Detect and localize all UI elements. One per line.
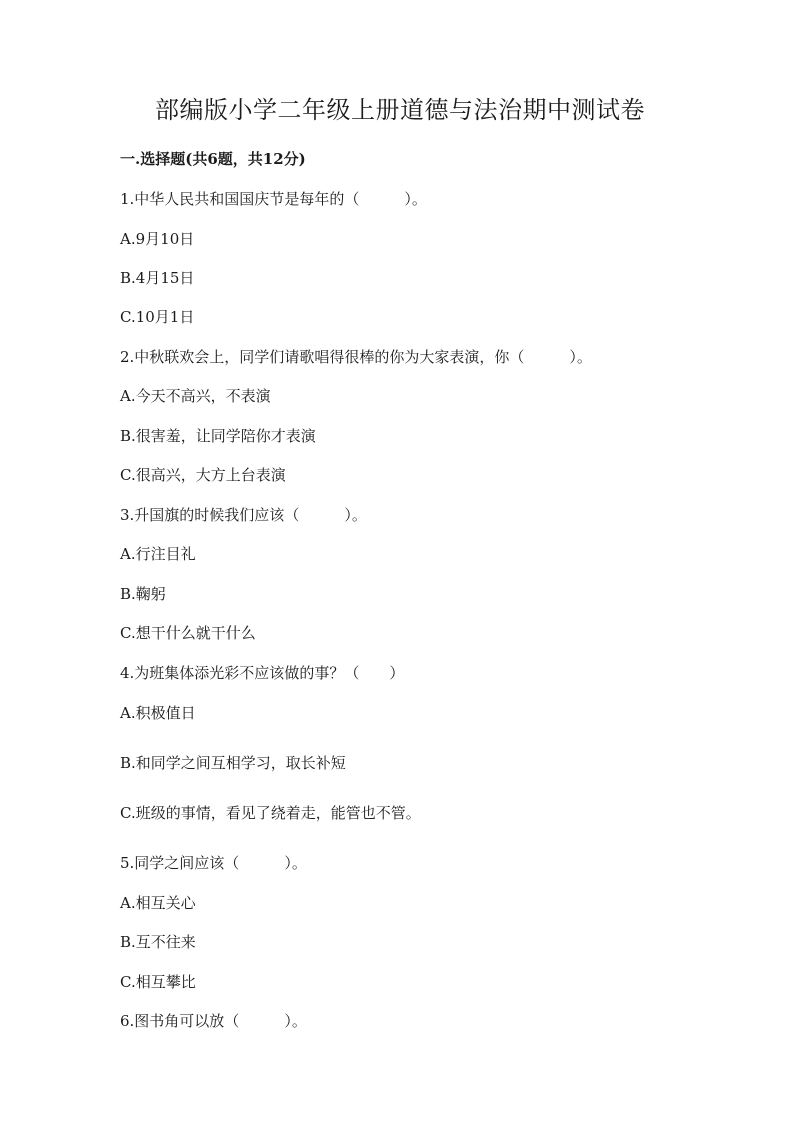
question-1-option-b: B.4月15日	[120, 269, 195, 287]
question-5-stem: 5.同学之间应该（ ）。	[120, 854, 307, 872]
question-4-option-a: A.积极值日	[120, 704, 196, 722]
question-5-option-a: A.相互关心	[120, 894, 196, 912]
question-5-option-c: C.相互攀比	[120, 973, 196, 991]
question-3-stem: 3.升国旗的时候我们应该（ ）。	[120, 506, 367, 524]
question-3-option-b: B.鞠躬	[120, 585, 166, 603]
question-1-option-c: C.10月1日	[120, 308, 195, 326]
question-4-option-c: C.班级的事情，看见了绕着走，能管也不管。	[120, 804, 421, 822]
question-2-option-b: B.很害羞，让同学陪你才表演	[120, 427, 316, 445]
question-2-option-a: A.今天不高兴，不表演	[120, 387, 271, 405]
question-3-option-c: C.想干什么就干什么	[120, 624, 256, 642]
question-2-stem: 2.中秋联欢会上，同学们请歌唱得很棒的你为大家表演，你（ ）。	[120, 348, 592, 366]
question-1-stem: 1.中华人民共和国国庆节是每年的（ ）。	[120, 190, 427, 208]
question-5-option-b: B.互不往来	[120, 933, 196, 951]
question-3-option-a: A.行注目礼	[120, 545, 196, 563]
question-2-option-c: C.很高兴，大方上台表演	[120, 466, 286, 484]
question-4-stem: 4.为班集体添光彩不应该做的事？（ ）	[120, 664, 405, 682]
question-1-option-a: A.9月10日	[120, 230, 195, 248]
question-4-option-b: B.和同学之间互相学习，取长补短	[120, 754, 346, 772]
section-heading: 一.选择题(共6题，共12分)	[120, 150, 306, 168]
question-6-stem: 6.图书角可以放（ ）。	[120, 1012, 307, 1030]
page-title: 部编版小学二年级上册道德与法治期中测试卷	[155, 96, 645, 124]
